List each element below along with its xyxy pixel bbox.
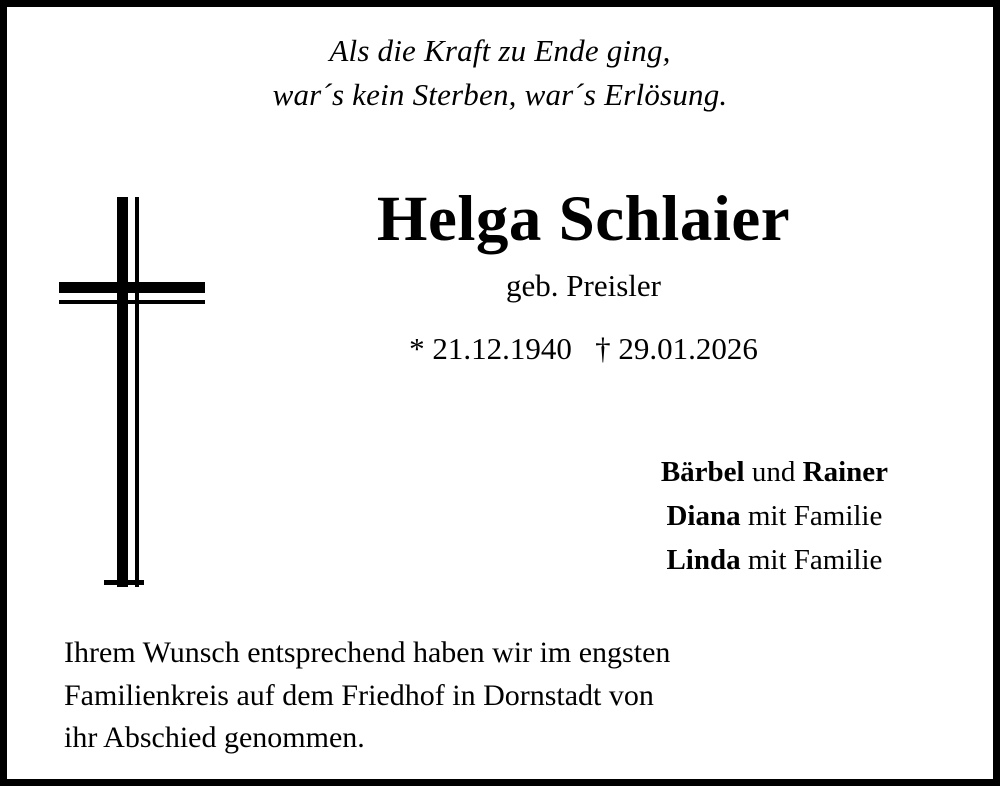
cross-horizontal-accent [59,300,205,304]
closing-note [64,632,953,760]
mourner-family-3: mit Familie [740,544,883,577]
mourner-line-1 [661,450,888,494]
cross-base [104,580,144,585]
mourners-list [661,450,888,582]
deceased-name: Helga Schlaier [376,183,791,255]
closing-line-3: ihr Abschied genommen. [64,721,365,755]
mourner-line-2 [661,494,888,538]
maiden-name: geb. Preisler [506,268,661,304]
mourner-name-rainer: Rainer [802,456,888,488]
cross-vertical-bar [117,197,128,587]
mourner-conjunction: und [744,456,803,488]
deceased-block [222,185,945,367]
mourner-name-baerbel: Bärbel [660,456,745,488]
closing-line-2: Familienkreis auf dem Friedhof in Dornstadt von [64,678,654,712]
life-dates: * 21.12.1940 † 29.01.2026 [409,331,758,367]
cross-vertical-accent [135,197,139,587]
epitaph-line-1: Als die Kraft zu Ende ging, [329,33,671,68]
mourner-name-diana: Diana [666,500,741,533]
mourner-family-2: mit Familie [740,500,883,533]
christian-cross-icon [59,197,209,587]
epitaph-verse [7,7,993,117]
epitaph-line-2: war´s kein Sterben, war´s Erlösung. [272,77,728,113]
closing-line-1: Ihrem Wunsch entsprechend haben wir im engsten [64,636,671,669]
mourner-name-linda: Linda [666,544,741,577]
mourner-line-3 [661,538,888,582]
cross-horizontal-bar [59,282,205,293]
